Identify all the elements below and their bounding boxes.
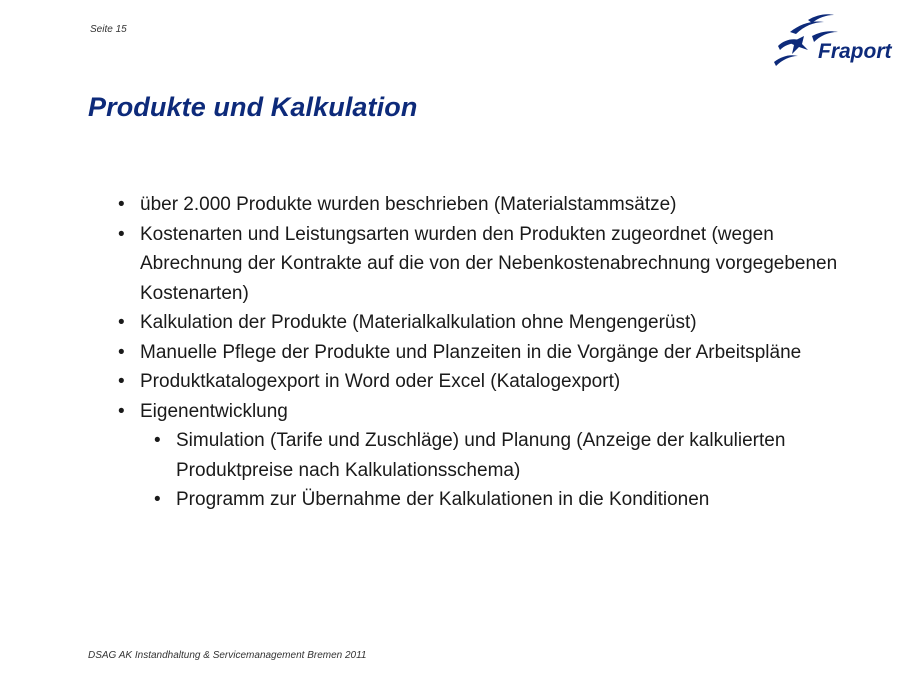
sub-bullet-list	[118, 426, 838, 515]
footer-text: DSAG AK Instandhaltung & Servicemanagement Bremen 2011	[88, 650, 367, 661]
logo-wordmark: Fraport	[818, 40, 892, 63]
bullet-item: • Manuelle Pflege der Produkte und Planzeiten in die Vorgänge der Arbeitspläne	[118, 338, 838, 368]
sub-bullet-item: • Programm zur Übernahme der Kalkulationen in die Konditionen	[154, 485, 838, 515]
bullet-item: • Kostenarten und Leistungsarten wurden den Produkten zugeordnet (wegen Abrechnung der Kontrakte auf die von der Nebenkostenabrechnung vorgegebenen Kostenarten)	[118, 220, 838, 309]
bullet-item: • Eigenentwicklung	[118, 397, 838, 427]
fraport-logo	[768, 10, 898, 70]
bullet-item: • Produktkatalogexport in Word oder Excel (Katalogexport)	[118, 367, 838, 397]
sub-bullet-item: • Simulation (Tarife und Zuschläge) und Planung (Anzeige der kalkulierten Produktpreise nach Kalkulationsschema)	[154, 426, 838, 485]
bullet-list	[118, 190, 838, 426]
page-number: Seite 15	[90, 24, 127, 35]
slide-title: Produkte und Kalkulation	[88, 92, 418, 122]
bullet-item: • über 2.000 Produkte wurden beschrieben (Materialstammsätze)	[118, 190, 838, 220]
slide-content	[118, 190, 838, 515]
fraport-logo-graphic	[768, 10, 898, 70]
bullet-item: • Kalkulation der Produkte (Materialkalkulation ohne Mengengerüst)	[118, 308, 838, 338]
